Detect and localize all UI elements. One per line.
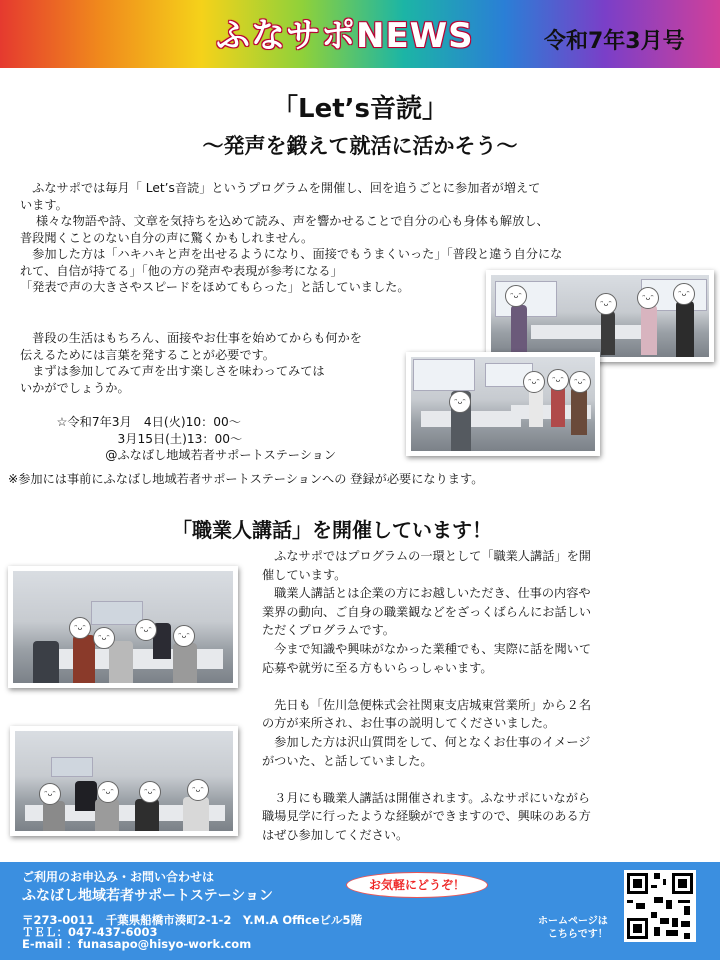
face-icon: ᵔᴗᵔ [187,779,209,801]
contact-info: 〒273-0011 千葉県船橋市湊町2-1-2 Y.M.A Officeビル5階 ＴＥＬ：047-437-6003 E-mail ：funasapo@hisyo-work.com [22,913,363,951]
article1-subtitle: ～発声を鍛えて就活に活かそう～ [202,134,518,158]
face-icon: ᵔᴗᵔ [135,619,157,641]
welcome-badge: お気軽にどうぞ！ [346,872,488,898]
face-icon: ᵔᴗᵔ [139,781,161,803]
face-icon: ᵔᴗᵔ [69,617,91,639]
face-icon: ᵔᴗᵔ [595,293,617,315]
face-icon: ᵔᴗᵔ [39,783,61,805]
face-icon: ᵔᴗᵔ [93,627,115,649]
career-talk-photo-2 [10,726,238,836]
reading-session-photo-1 [486,270,714,362]
face-icon: ᵔᴗᵔ [505,285,527,307]
event-schedule: ☆令和7年3月 4日(火)10：00～ 3月15日(土)13：00～ @ふなばし地域若者サポートステーション [56,415,337,462]
reading-session-photo-2 [406,352,600,456]
face-icon: ᵔᴗᵔ [97,781,119,803]
face-icon: ᵔᴗᵔ [173,625,195,647]
homepage-label: ホームページは こちらです！ [538,916,608,940]
newsletter-brand: ふなサポNEWS [216,16,474,56]
face-icon: ᵔᴗᵔ [523,371,545,393]
inquiry-label: ご利用のお申込み・お問い合わせは [22,870,215,884]
organization-name: ふなばし地域若者サポートステーション [22,888,274,904]
face-icon: ᵔᴗᵔ [637,287,659,309]
article1-title: 「Let’s音読」 [272,94,448,124]
article1-para1: ふなサポでは毎月「 Let’s音読」というプログラムを開催し、回を追うごとに参加者が増えて います。 様々な物語や詩、文章を気持ちを込めて読み、声を響かせることで自分の心も身体も解放し、 普段聞くことのない自分の声に驚くかもしれません。 参加した方は「ハキハキと声を出せるようになり、面接でもうまくいった」「普段と違う自分にな れて、自信が持てる」「他の方の発声や表現が参考になる」 「発表で声の大きさやスピードをほめてもらった」と話していました。 [20,181,563,294]
career-talk-photo-1 [8,566,238,688]
article2-title: 「職業人講話」を開催しています！ [172,518,492,542]
face-icon: ᵔᴗᵔ [547,369,569,391]
article1-para2: 普段の生活はもちろん、面接やお仕事を始めてからも何かを 伝えるためには言葉を発することが必要です。 まずは参加してみて声を出す楽しさを味わってみては いかがでしょうか。 [20,331,362,395]
face-icon: ᵔᴗᵔ [569,371,591,393]
article2-body: ふなサポではプログラムの一環として「職業人講話」を開 催しています。 職業人講話とは企業の方にお越しいただき、仕事の内容や 業界の動向、ご自身の職業観などをざっくばらんにお話しい ただくプログラムです。 今まで知識や興味がなかった業種でも、実際に話を聞いて 応募や就労に至る方もいらっしゃいます。 先日も「佐川急便株式会社関東支店城東営業所」から２名 の方が来所され、お仕事の説明してくださいました。 参加した方は沢山質問をして、何となくお仕事のイメージ がついた、と話していました。 ３月にも職業人講話は開催されます。ふなサポにいながら 職場見学に行ったような経験ができますので、興味のある方 はぜひ参加してください。 [262,549,592,842]
issue-date: 令和7年3月号 [544,29,685,54]
face-icon: ᵔᴗᵔ [449,391,471,413]
face-icon: ᵔᴗᵔ [673,283,695,305]
registration-note: ※参加には事前にふなばし地域若者サポートステーションへの 登録が必要になります。 [8,472,484,486]
qr-code-icon[interactable] [624,870,696,942]
